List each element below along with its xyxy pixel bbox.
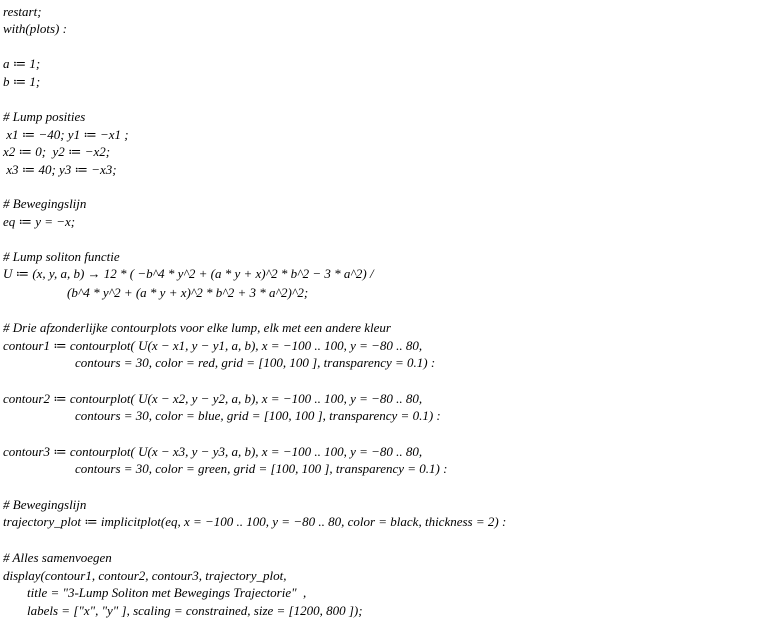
comment-line[interactable]: # Alles samenvoegen [3, 550, 112, 565]
code-line[interactable]: x1 ≔ −40; y1 ≔ −x1 ; [3, 127, 129, 142]
code-line[interactable]: b ≔ 1; [3, 74, 41, 89]
code-line[interactable]: eq ≔ y = −x; [3, 214, 76, 229]
code-line[interactable]: with(plots) : [3, 21, 67, 36]
comment-line[interactable]: # Bewegingslijn [3, 497, 87, 512]
code-line[interactable]: a ≔ 1; [3, 56, 41, 71]
code-line[interactable]: (b^4 * y^2 + (a * y + x)^2 * b^2 + 3 * a^2)^2; [67, 285, 309, 300]
code-line[interactable]: title = "3-Lump Soliton met Bewegings Trajectorie" , [27, 585, 307, 600]
code-line[interactable]: U ≔ (x, y, a, b) → 12 * ( −b^4 * y^2 + (a * y + x)^2 * b^2 − 3 * a^2) / [3, 266, 374, 281]
code-line[interactable]: trajectory_plot ≔ implicitplot(eq, x = −100 .. 100, y = −80 .. 80, color = black, thickness = 2) : [3, 514, 507, 529]
code-line[interactable]: labels = ["x", "y" ], scaling = constrained, size = [1200, 800 ]); [27, 603, 363, 618]
code-line[interactable]: x2 ≔ 0; y2 ≔ −x2; [3, 144, 111, 159]
code-line[interactable]: contour1 ≔ contourplot( U(x − x1, y − y1, a, b), x = −100 .. 100, y = −80 .. 80, [3, 338, 423, 353]
code-line[interactable]: contours = 30, color = red, grid = [100, 100 ], transparency = 0.1) : [75, 355, 436, 370]
comment-line[interactable]: # Drie afzonderlijke contourplots voor elke lump, elk met een andere kleur [3, 320, 391, 335]
comment-line[interactable]: # Lump posities [3, 109, 86, 124]
code-line[interactable]: contours = 30, color = green, grid = [100, 100 ], transparency = 0.1) : [75, 461, 448, 476]
code-line[interactable]: display(contour1, contour2, contour3, trajectory_plot, [3, 568, 287, 583]
comment-line[interactable]: # Lump soliton functie [3, 249, 120, 264]
comment-line[interactable]: # Bewegingslijn [3, 196, 87, 211]
code-line[interactable]: contour2 ≔ contourplot( U(x − x2, y − y2, a, b), x = −100 .. 100, y = −80 .. 80, [3, 391, 423, 406]
code-line[interactable]: contours = 30, color = blue, grid = [100, 100 ], transparency = 0.1) : [75, 408, 441, 423]
code-line[interactable]: restart; [3, 4, 42, 19]
code-line[interactable]: x3 ≔ 40; y3 ≔ −x3; [3, 162, 117, 177]
code-line[interactable]: contour3 ≔ contourplot( U(x − x3, y − y3, a, b), x = −100 .. 100, y = −80 .. 80, [3, 444, 423, 459]
